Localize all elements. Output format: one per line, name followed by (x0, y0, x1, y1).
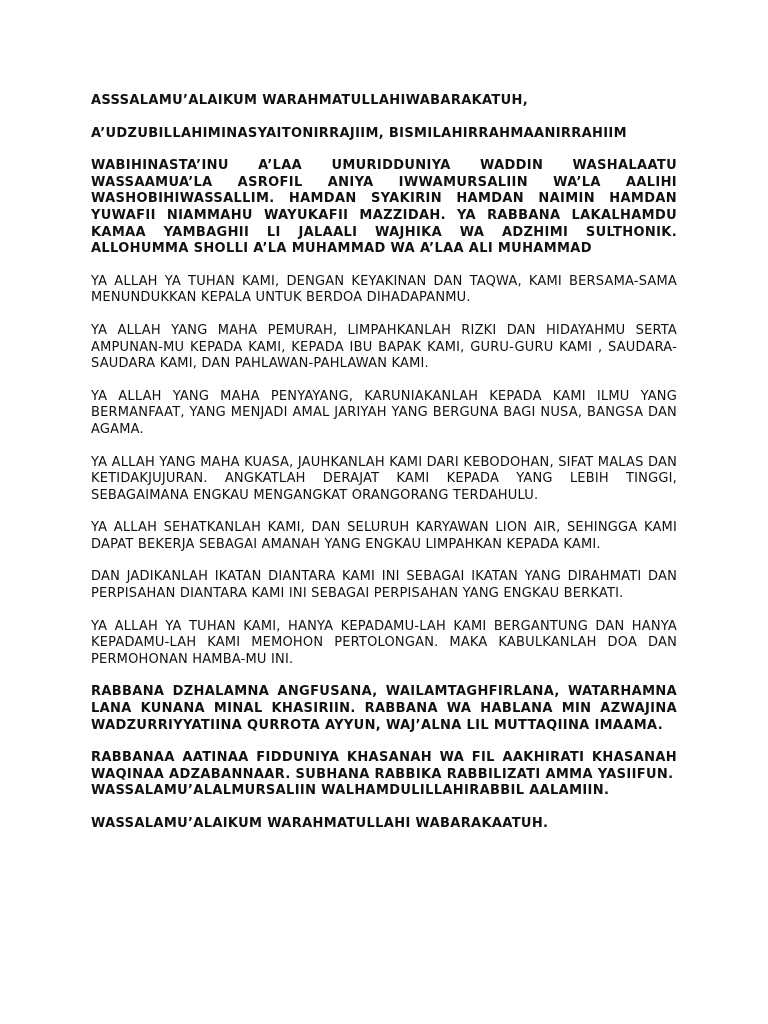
prayer-paragraph-2: YA ALLAH YANG MAHA PEMURAH, LIMPAHKANLAH RIZKI DAN HIDAYAHMU SERTA AMPUNAN-MU KEPADA KAMI, KEPADA IBU BAPAK KAMI, GURU-GURU KAMI , SAUDARA-SAUDARA KAMI, DAN PAHLAWAN-PAHLAWAN KAMI. (91, 322, 677, 372)
prayer-paragraph-4: YA ALLAH YANG MAHA KUASA, JAUHKANLAH KAMI DARI KEBODOHAN, SIFAT MALAS DAN KETIDAKJUJURAN. ANGKATLAH DERAJAT KAMI KEPADA YANG LEBIH TINGGI, SEBAGAIMANA ENGKAU MENGANGKAT ORANGORANG TERDAHULU. (91, 454, 677, 503)
arabic-doa-2-body: RABBANAA AATINAA FIDDUNIYA KHASANAH WA FIL AAKHIRATI KHASANAH WAQINAA ADZABANNAAR. SUBHANA RABBIKA RABBILIZATI AMMA YASIIFUN. (91, 750, 677, 782)
prayer-paragraph-3: YA ALLAH YANG MAHA PENYAYANG, KARUNIAKANLAH KEPADA KAMI ILMU YANG BERMANFAAT, YANG MENJADI AMAL JARIYAH YANG BERGUNA BAGI NUSA, BANGSA DAN AGAMA. (91, 388, 677, 437)
prayer-paragraph-6: DAN JADIKANLAH IKATAN DIANTARA KAMI INI SEBAGAI IKATAN YANG DIRAHMATI DAN PERPISAHAN DIANTARA KAMI INI SEBAGAI PERPISAHAN YANG ENGKAU BERKATI. (91, 569, 677, 602)
taawudz-basmalah: A’UDZUBILLAHIMINASYAITONIRRAJIIM, BISMILAHIRRAHMAANIRRAHIIM (91, 125, 627, 141)
arabic-doa-2-closing: WASSALAMU’ALALMURSALIIN WALHAMDULILLAHIRABBIL AALAMIIN. (91, 783, 610, 799)
prayer-paragraph-7: YA ALLAH YA TUHAN KAMI, HANYA KEPADAMU-LAH KAMI BERGANTUNG DAN HANYA KEPADAMU-LAH KAMI MEMOHON PERTOLONGAN. MAKA KABULKANLAH DOA DAN PERMOHONAN HAMBA-MU INI. (91, 618, 677, 667)
document-page (91, 93, 677, 849)
opening-praise: WABIHINASTA’INU A’LAA UMURIDDUNIYA WADDIN WASHALAATU WASSAAMUA’LA ASROFIL ANIYA IWWAMURSALIIN WA’LA AALIHI WASHOBIHIWASSALLIM. HAMDAN SYAKIRIN HAMDAN NAIMIN HAMDAN YUWAFII NIAMMAHU WAYUKAFII MAZZIDAH. YA RABBANA LAKALHAMDU KAMAA YAMBAGHII LI JALAALI WAJHIKA WA ADZHIMI SULTHONIK. ALLOHUMMA SHOLLI A’LA MUHAMMAD WA A’LAA ALI MUHAMMAD (91, 158, 677, 257)
prayer-paragraph-5: YA ALLAH SEHATKANLAH KAMI, DAN SELURUH KARYAWAN LION AIR, SEHINGGA KAMI DAPAT BEKERJA SEBAGAI AMANAH YANG ENGKAU LIMPAHKAN KEPADA KAMI. (91, 520, 677, 552)
prayer-paragraph-1: YA ALLAH YA TUHAN KAMI, DENGAN KEYAKINAN DAN TAQWA, KAMI BERSAMA-SAMA MENUNDUKKAN KEPALA UNTUK BERDOA DIHADAPANMU. (91, 273, 677, 306)
arabic-doa-2 (91, 750, 677, 800)
greeting-closing: WASSALAMU’ALAIKUM WARAHMATULLAHI WABARAKAATUH. (91, 816, 549, 831)
greeting-opening: ASSSALAMU’ALAIKUM WARAHMATULLAHIWABARAKATUH, (91, 93, 529, 108)
arabic-doa-1: RABBANA DZHALAMNA ANGFUSANA, WAILAMTAGHFIRLANA, WATARHAMNA LANA KUNANA MINAL KHASIRIIN. RABBANA WA HABLANA MIN AZWAJINA WADZURRIYYATIINA QURROTA AYYUN, WAJ’ALNA LIL MUTTAQIINA IMAAMA. (91, 684, 677, 733)
